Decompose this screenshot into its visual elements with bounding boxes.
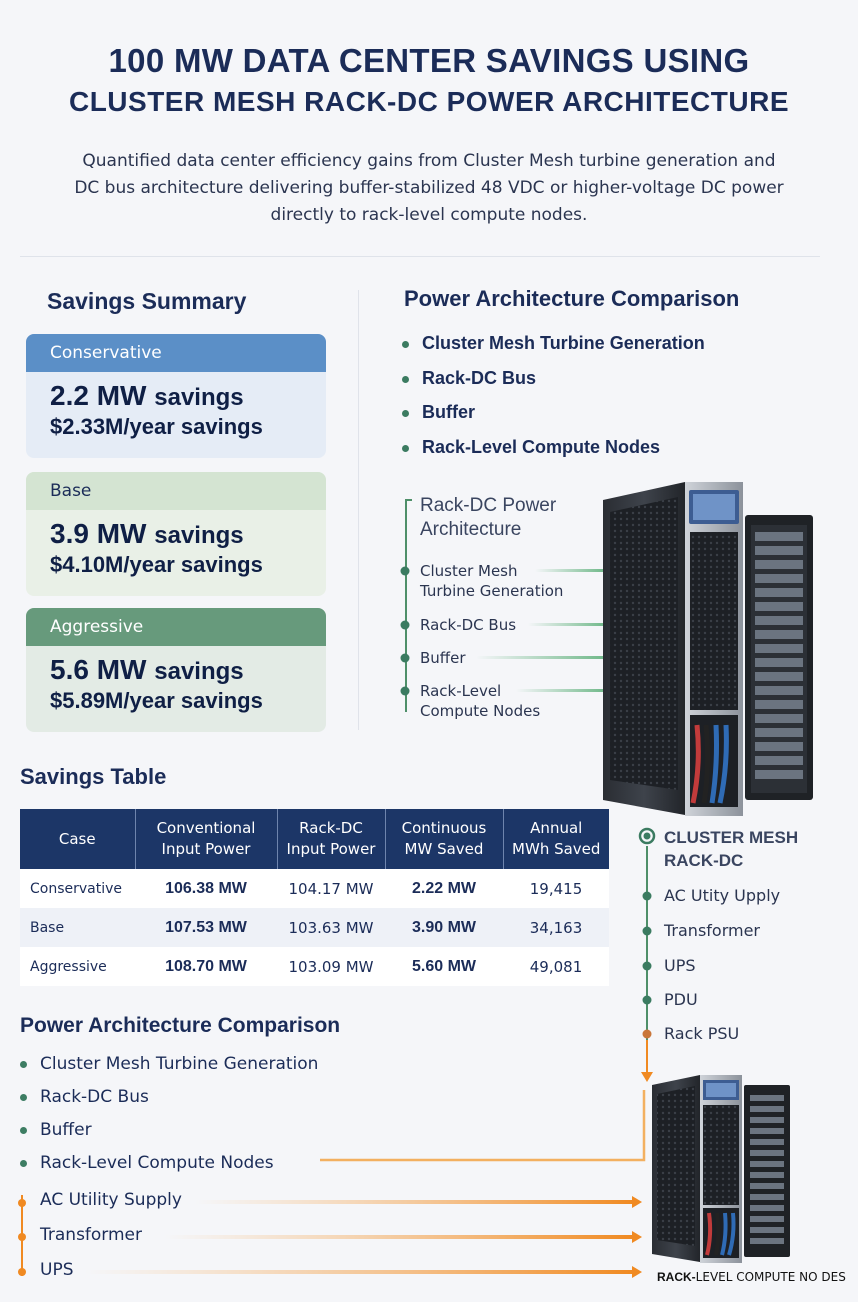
rack-dc-item: Rack-Level Compute Nodes <box>420 682 541 720</box>
cluster-mesh-item: UPS <box>664 956 696 975</box>
rack-dc-title: Rack-DC Power Architecture <box>420 495 557 540</box>
comparison-title-bottom: Power Architecture Comparison <box>20 1014 341 1037</box>
list-item: Cluster Mesh Turbine Generation <box>402 333 705 368</box>
card-usd-savings: $4.10M/year savings <box>50 552 263 577</box>
card-header: Base <box>26 472 326 510</box>
card-header: Conservative <box>26 334 326 372</box>
cluster-mesh-item: AC Utity Upply <box>664 886 781 905</box>
rack-caption: RACK-LEVEL COMPUTE NO DES <box>657 1270 846 1284</box>
server-rack-large-image <box>603 482 813 816</box>
column-header: Case <box>20 809 135 869</box>
conventional-chain-list <box>20 1190 182 1295</box>
page-title-line2: CLUSTER MESH RACK-DC POWER ARCHITECTURE <box>68 86 789 117</box>
list-item: Rack-DC Bus <box>402 368 705 403</box>
list-item: Cluster Mesh Turbine Generation <box>20 1054 318 1087</box>
cluster-mesh-item: PDU <box>664 990 698 1009</box>
page-title: 100 MW DATA CENTER SAVINGS USING <box>108 42 750 79</box>
table-row: Base 107.53 MW 103.63 MW 3.90 MW 34,163 <box>20 908 609 947</box>
column-header: Continuous MW Saved <box>385 809 503 869</box>
list-item: Rack-Level Compute Nodes <box>20 1153 318 1186</box>
table-row: Aggressive 108.70 MW 103.09 MW 5.60 MW 49,081 <box>30 957 583 976</box>
cluster-mesh-title: CLUSTER MESH RACK-DC <box>664 828 799 870</box>
savings-table-title: Savings Table <box>20 764 167 789</box>
list-item: Buffer <box>402 402 705 437</box>
column-header: Conventional Input Power <box>135 809 277 869</box>
list-item: Buffer <box>20 1120 318 1153</box>
cluster-mesh-connector-lines <box>640 829 654 1082</box>
subtitle-line: Quantified data center efficiency gains from Cluster Mesh turbine generation and <box>82 151 776 171</box>
column-header: Rack-DC Input Power <box>277 809 385 869</box>
table-header-row <box>20 809 609 869</box>
list-item: UPS <box>40 1260 74 1280</box>
card-usd-savings: $2.33M/year savings <box>50 414 263 439</box>
column-header: Annual MWh Saved <box>503 809 609 869</box>
rack-dc-item: Rack-DC Bus <box>420 616 517 634</box>
card-mw-savings: 2.2 MW savings <box>50 380 244 411</box>
table-row: Conservative 106.38 MW 104.17 MW 2.22 MW 19,415 <box>30 879 583 898</box>
comparison-list-bottom <box>20 1054 318 1186</box>
subtitle-line: DC bus architecture delivering buffer-stabilized 48 VDC or higher-voltage DC power <box>74 178 784 198</box>
cluster-mesh-item: Transformer <box>664 921 761 940</box>
list-item: Transformer <box>40 1225 143 1245</box>
card-mw-savings: 3.9 MW savings <box>50 518 244 549</box>
server-rack-small-image <box>652 1075 790 1263</box>
rack-dc-item: Cluster Mesh Turbine Generation <box>420 562 564 600</box>
cluster-mesh-item: Rack PSU <box>664 1024 740 1043</box>
savings-table <box>20 809 609 986</box>
list-item: Rack-Level Compute Nodes <box>402 437 705 472</box>
list-item: AC Utility Supply <box>40 1190 182 1210</box>
card-header: Aggressive <box>26 608 326 646</box>
rack-dc-item: Buffer <box>420 649 466 667</box>
card-mw-savings: 5.6 MW savings <box>50 654 244 685</box>
savings-summary-title: Savings Summary <box>47 288 247 314</box>
subtitle-line: directly to rack-level compute nodes. <box>270 205 588 225</box>
card-usd-savings: $5.89M/year savings <box>50 688 263 713</box>
list-item: Rack-DC Bus <box>20 1087 318 1120</box>
comparison-title-top: Power Architecture Comparison <box>404 286 740 311</box>
